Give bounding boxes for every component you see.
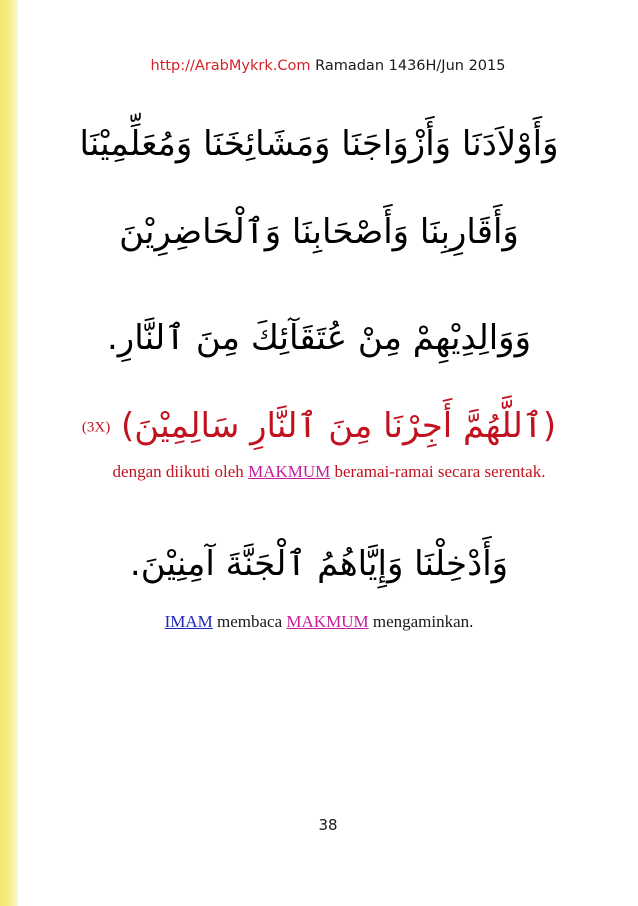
page-header	[18, 58, 638, 74]
instruction-imam	[40, 612, 598, 632]
instruction-1-before: dengan diikuti oleh	[112, 462, 249, 481]
arabic-line-1: وَأَوْلاَدَنَا وَأَزْوَاجَنَا وَمَشَائِخَنَا وَمُعَلِّمِيْنَا	[79, 124, 559, 164]
instruction-1-after: beramai-ramai secara serentak.	[330, 462, 546, 481]
arabic-line-2: وَأَقَارِبِنَا وَأَصْحَابِنَا وَٱلْحَاضِرِيْنَ	[119, 212, 519, 252]
left-decorative-bar	[0, 0, 18, 906]
arabic-closing-line: وَأَدْخِلْنَا وَإِيَّاهُمُ ٱلْجَنَّةَ آمِنِيْنَ.	[129, 544, 509, 584]
prayer-line	[40, 406, 598, 447]
instruction-makmum	[70, 461, 588, 484]
prayer-text: (ٱللَّهُمَّ أَجِرْنَا مِنَ ٱلنَّارِ سَالِمِيْنَ)	[121, 406, 557, 446]
header-link[interactable]: http://ArabMykrk.Com	[150, 58, 311, 74]
arabic-line-3: وَوَالِدِيْهِمْ مِنْ عُتَقَآئِكَ مِنَ ٱلنَّارِ.	[106, 318, 532, 358]
header-title: Ramadan 1436H/Jun 2015	[315, 58, 506, 74]
instruction-2-middle: membaca	[212, 612, 287, 631]
page-number: 38	[318, 816, 338, 834]
instruction-2-after: mengaminkan.	[368, 612, 474, 631]
makmum-link-2[interactable]: MAKMUM	[286, 612, 369, 631]
makmum-link[interactable]: MAKMUM	[248, 462, 331, 481]
repeat-count: (3X)	[81, 419, 111, 436]
imam-link[interactable]: IMAM	[164, 612, 213, 631]
